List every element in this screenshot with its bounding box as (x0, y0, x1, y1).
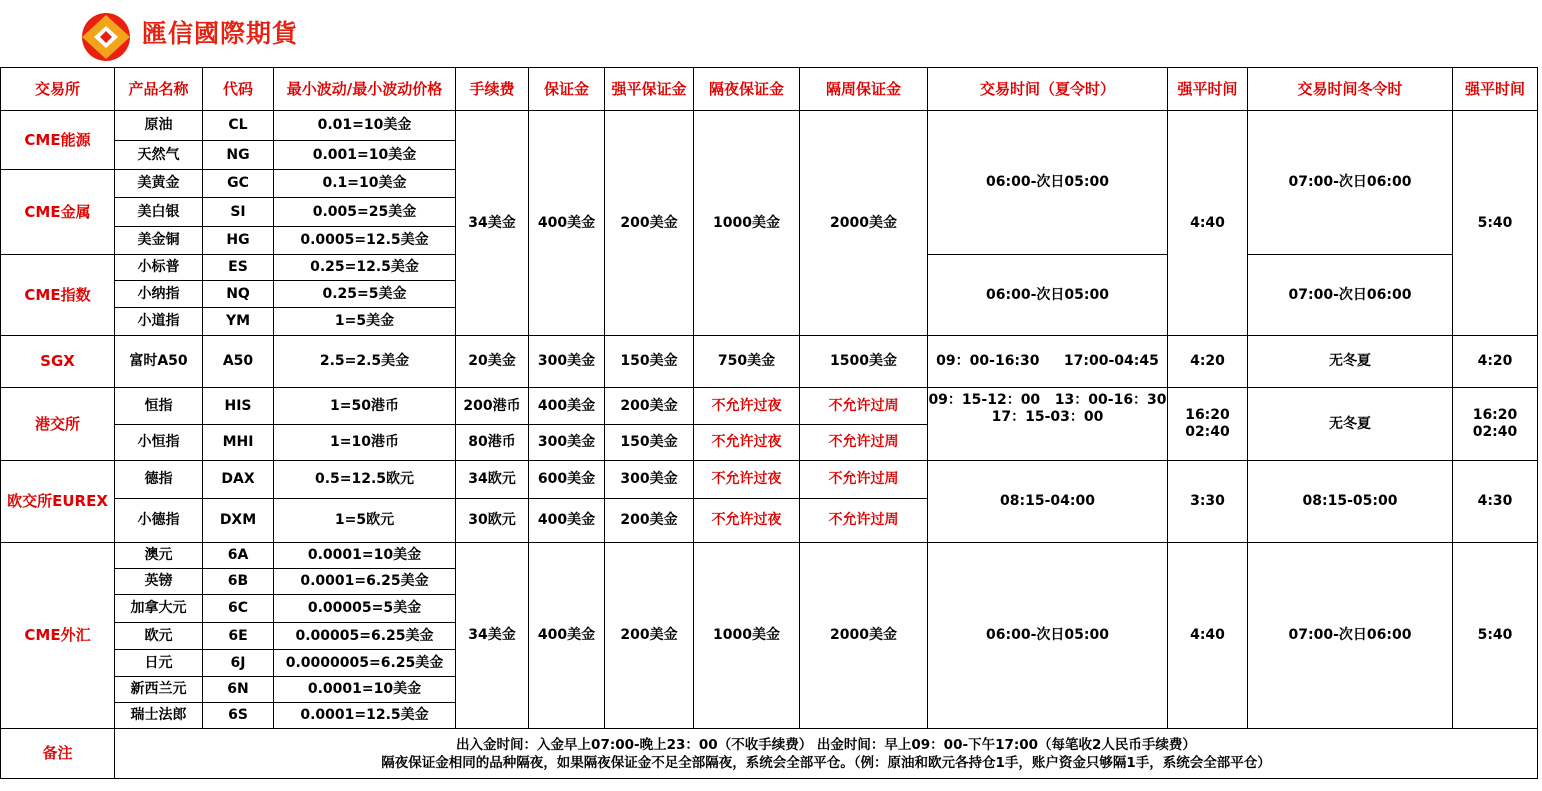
col-header: 强平时间 (1168, 68, 1248, 111)
futures-table (0, 67, 1538, 779)
liq-time-cell: 4:20 (1453, 336, 1538, 388)
col-header: 强平保证金 (605, 68, 694, 111)
overweek-cell: 1500美金 (800, 336, 928, 388)
product-code: DAX (203, 461, 274, 499)
col-header: 隔夜保证金 (694, 68, 800, 111)
overnight-cell: 不允许过夜 (694, 388, 800, 425)
liq-margin-cell: 200美金 (605, 543, 694, 729)
liq-margin-cell: 150美金 (605, 336, 694, 388)
liq-time-line: 02:40 (1472, 424, 1518, 440)
tick-value: 0.0000005=6.25美金 (274, 650, 456, 677)
product-name: 美白银 (115, 198, 203, 227)
liq-time-cell: 5:40 (1453, 111, 1538, 336)
overnight-cell: 不允许过夜 (694, 461, 800, 499)
remark-text (115, 729, 1538, 779)
product-name: 原油 (115, 111, 203, 141)
liq-time-cell: 4:20 (1168, 336, 1248, 388)
overweek-cell: 不允许过周 (800, 425, 928, 461)
product-code: 6A (203, 543, 274, 569)
product-code: 6J (203, 650, 274, 677)
product-name: 美金铜 (115, 227, 203, 255)
margin-cell: 300美金 (529, 336, 605, 388)
liq-time-cell: 4:30 (1453, 461, 1538, 543)
product-name: 瑞士法郎 (115, 703, 203, 729)
col-header: 强平时间 (1453, 68, 1538, 111)
liq-time-cell (1453, 388, 1538, 461)
product-name: 小德指 (115, 499, 203, 543)
tick-value: 0.0005=12.5美金 (274, 227, 456, 255)
liq-margin-cell: 300美金 (605, 461, 694, 499)
liq-margin-cell: 200美金 (605, 111, 694, 336)
tick-value: 1=5欧元 (274, 499, 456, 543)
tick-value: 0.5=12.5欧元 (274, 461, 456, 499)
remark-row (1, 729, 1538, 779)
col-header: 交易时间（夏令时） (928, 68, 1168, 111)
product-name: 加拿大元 (115, 595, 203, 623)
fee-cell: 30欧元 (456, 499, 529, 543)
col-header: 交易所 (1, 68, 115, 111)
tick-value: 0.25=12.5美金 (274, 255, 456, 281)
product-code: CL (203, 111, 274, 141)
overweek-cell: 不允许过周 (800, 499, 928, 543)
liq-time-line: 16:20 (1472, 407, 1518, 423)
liq-time-line: 02:40 (1185, 424, 1230, 440)
overweek-cell: 不允许过周 (800, 388, 928, 425)
tick-value: 1=50港币 (274, 388, 456, 425)
product-name: 小标普 (115, 255, 203, 281)
remark-line: 隔夜保证金相同的品种隔夜，如果隔夜保证金不足全部隔夜，系统会全部平仓。（例：原油和欧元各持仓1手，账户资金只够隔1手，系统会全部平仓） (381, 754, 1271, 771)
summer-hours-line: 09：15-12：00 13：00-16：30 (928, 392, 1167, 408)
summer-hours-cell: 06:00-次日05:00 (928, 255, 1168, 336)
margin-cell: 400美金 (529, 543, 605, 729)
liq-margin-cell: 200美金 (605, 499, 694, 543)
product-code: DXM (203, 499, 274, 543)
winter-hours-cell: 07:00-次日06:00 (1248, 111, 1453, 255)
exchange-cell: CME金属 (1, 170, 115, 255)
fee-cell: 34美金 (456, 111, 529, 336)
overweek-cell: 2000美金 (800, 543, 928, 729)
fee-cell: 20美金 (456, 336, 529, 388)
liq-time-cell (1168, 388, 1248, 461)
col-header: 最小波动/最小波动价格 (274, 68, 456, 111)
col-header: 保证金 (529, 68, 605, 111)
tick-value: 0.1=10美金 (274, 170, 456, 198)
product-name: 欧元 (115, 623, 203, 650)
winter-hours-cell: 07:00-次日06:00 (1248, 543, 1453, 729)
tick-value: 0.00005=6.25美金 (274, 623, 456, 650)
product-name: 天然气 (115, 141, 203, 170)
product-name: 新西兰元 (115, 677, 203, 703)
product-code: NQ (203, 281, 274, 308)
liq-time-line: 16:20 (1185, 407, 1230, 423)
liq-margin-cell: 150美金 (605, 425, 694, 461)
exchange-cell: 港交所 (1, 388, 115, 461)
tick-value: 0.001=10美金 (274, 141, 456, 170)
product-code: 6N (203, 677, 274, 703)
exchange-cell: 欧交所EUREX (1, 461, 115, 543)
product-name: 富时A50 (115, 336, 203, 388)
product-name: 恒指 (115, 388, 203, 425)
tick-value: 0.25=5美金 (274, 281, 456, 308)
exchange-cell: CME指数 (1, 255, 115, 336)
overweek-cell: 2000美金 (800, 111, 928, 336)
liq-time-cell: 4:40 (1168, 111, 1248, 336)
summer-hours-cell: 06:00-次日05:00 (928, 543, 1168, 729)
exchange-cell: SGX (1, 336, 115, 388)
tick-value: 0.0001=10美金 (274, 677, 456, 703)
summer-hours-cell (928, 388, 1168, 461)
margin-cell: 600美金 (529, 461, 605, 499)
summer-hours-cell: 08:15-04:00 (928, 461, 1168, 543)
product-code: YM (203, 308, 274, 336)
product-code: 6B (203, 569, 274, 595)
col-header: 产品名称 (115, 68, 203, 111)
table-row (1, 388, 1538, 425)
tick-value: 0.0001=12.5美金 (274, 703, 456, 729)
remark-label: 备注 (1, 729, 115, 779)
product-code: ES (203, 255, 274, 281)
brand-name: 匯信國際期貨 (142, 19, 299, 48)
tick-value: 0.005=25美金 (274, 198, 456, 227)
margin-cell: 400美金 (529, 388, 605, 425)
overweek-cell: 不允许过周 (800, 461, 928, 499)
product-code: HIS (203, 388, 274, 425)
brand-logo-icon (80, 12, 136, 62)
exchange-cell: CME能源 (1, 111, 115, 170)
table-row (1, 336, 1538, 388)
fee-cell: 80港币 (456, 425, 529, 461)
col-header: 隔周保证金 (800, 68, 928, 111)
fee-cell: 34欧元 (456, 461, 529, 499)
product-code: GC (203, 170, 274, 198)
product-name: 德指 (115, 461, 203, 499)
product-code: 6C (203, 595, 274, 623)
product-name: 澳元 (115, 543, 203, 569)
product-code: NG (203, 141, 274, 170)
fee-cell: 34美金 (456, 543, 529, 729)
table-header-row (1, 68, 1538, 111)
col-header: 手续费 (456, 68, 529, 111)
overnight-cell: 750美金 (694, 336, 800, 388)
tick-value: 2.5=2.5美金 (274, 336, 456, 388)
table-row (1, 461, 1538, 499)
product-name: 小恒指 (115, 425, 203, 461)
product-code: MHI (203, 425, 274, 461)
tick-value: 1=10港币 (274, 425, 456, 461)
product-name: 小道指 (115, 308, 203, 336)
winter-hours-cell: 07:00-次日06:00 (1248, 255, 1453, 336)
margin-cell: 300美金 (529, 425, 605, 461)
liq-margin-cell: 200美金 (605, 388, 694, 425)
tick-value: 0.01=10美金 (274, 111, 456, 141)
overnight-cell: 不允许过夜 (694, 425, 800, 461)
overnight-cell: 1000美金 (694, 111, 800, 336)
margin-cell: 400美金 (529, 499, 605, 543)
tick-value: 0.0001=10美金 (274, 543, 456, 569)
remark-line: 出入金时间：入金早上07:00-晚上23：00（不收手续费） 出金时间：早上09：00-下午17:00（每笔收2人民币手续费） (456, 736, 1196, 753)
product-name: 英镑 (115, 569, 203, 595)
product-code: HG (203, 227, 274, 255)
table-row (1, 543, 1538, 569)
product-name: 小纳指 (115, 281, 203, 308)
fee-cell: 200港币 (456, 388, 529, 425)
product-code: SI (203, 198, 274, 227)
product-name: 美黄金 (115, 170, 203, 198)
summer-hours-cell: 06:00-次日05:00 (928, 111, 1168, 255)
product-code: A50 (203, 336, 274, 388)
tick-value: 0.0001=6.25美金 (274, 569, 456, 595)
overnight-cell: 不允许过夜 (694, 499, 800, 543)
tick-value: 1=5美金 (274, 308, 456, 336)
exchange-cell: CME外汇 (1, 543, 115, 729)
product-name: 日元 (115, 650, 203, 677)
page-header (0, 0, 1542, 66)
winter-hours-cell: 无冬夏 (1248, 388, 1453, 461)
liq-time-cell: 4:40 (1168, 543, 1248, 729)
product-code: 6E (203, 623, 274, 650)
margin-cell: 400美金 (529, 111, 605, 336)
tick-value: 0.00005=5美金 (274, 595, 456, 623)
overnight-cell: 1000美金 (694, 543, 800, 729)
table-row (1, 111, 1538, 141)
summer-hours-cell: 09：00-16:30 17:00-04:45 (928, 336, 1168, 388)
col-header: 交易时间冬令时 (1248, 68, 1453, 111)
winter-hours-cell: 08:15-05:00 (1248, 461, 1453, 543)
winter-hours-cell: 无冬夏 (1248, 336, 1453, 388)
product-code: 6S (203, 703, 274, 729)
summer-hours-line: 17：15-03：00 (991, 409, 1104, 425)
col-header: 代码 (203, 68, 274, 111)
liq-time-cell: 3:30 (1168, 461, 1248, 543)
liq-time-cell: 5:40 (1453, 543, 1538, 729)
